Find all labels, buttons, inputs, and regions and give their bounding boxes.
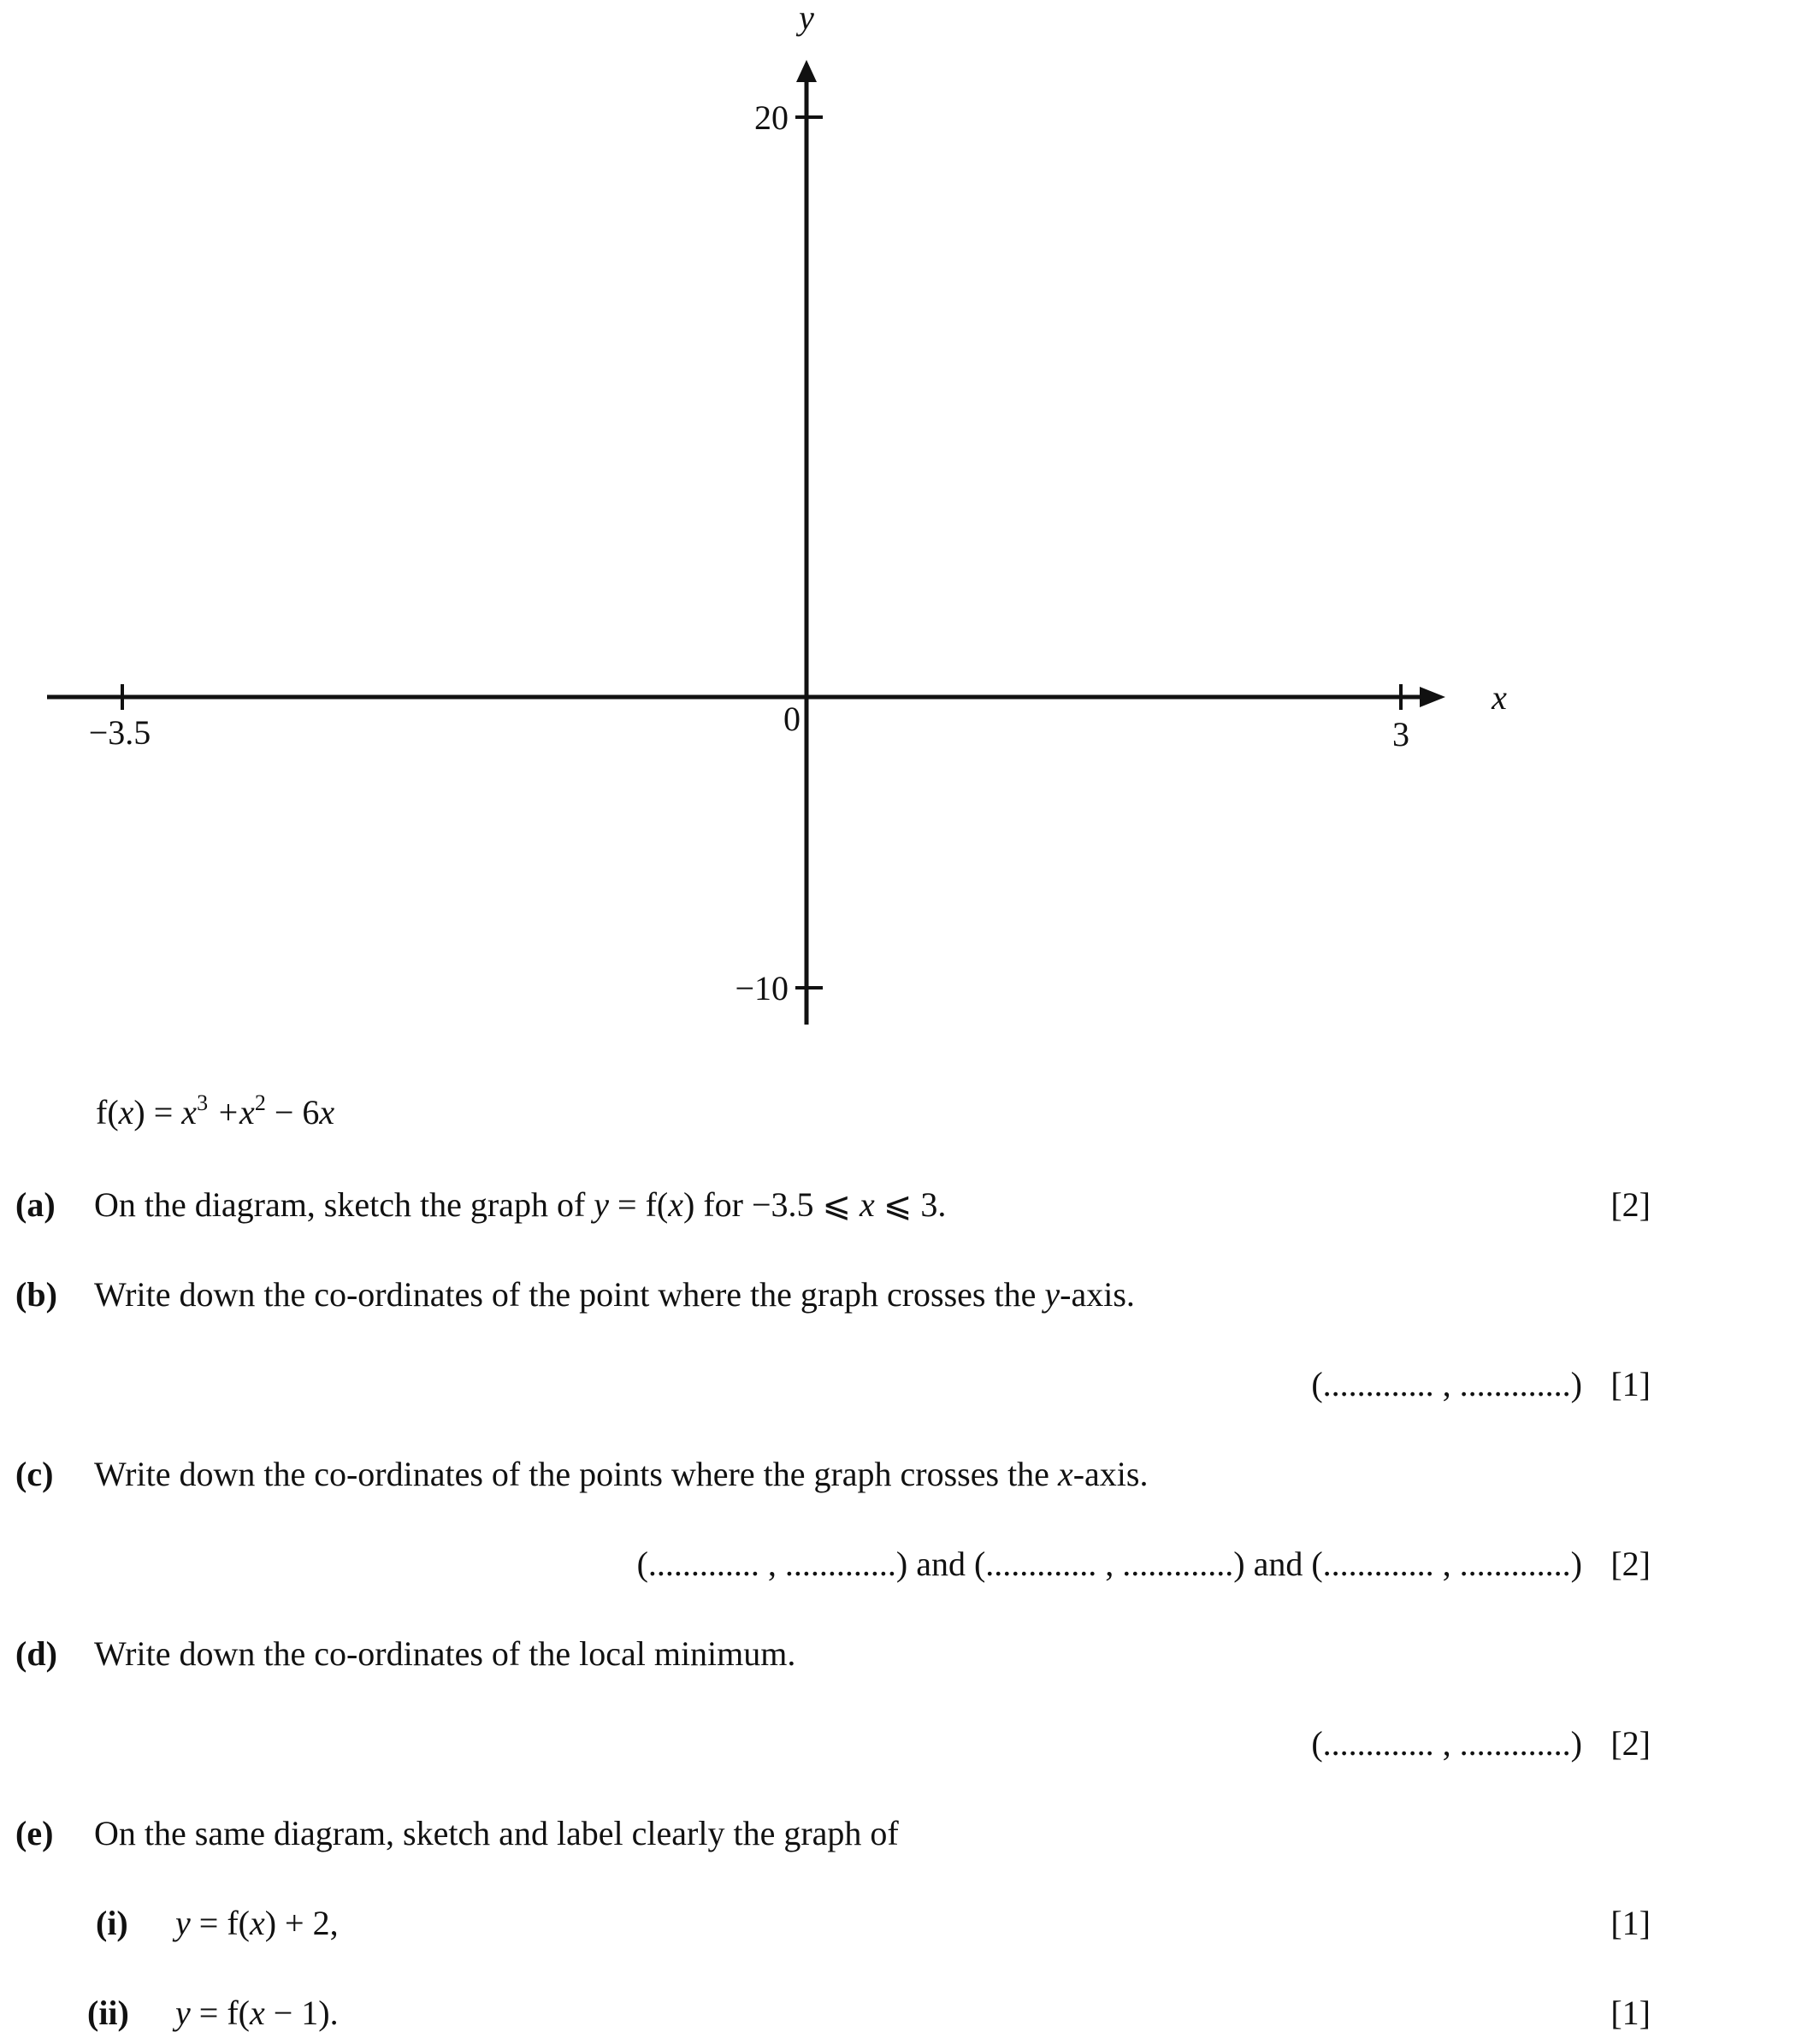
qc-text-1: Write down the co-ordinates of the points where the graph crosses the: [94, 1455, 1058, 1493]
qeii-y: y: [175, 1994, 191, 2032]
question-e-ii-text: [175, 1993, 339, 2033]
qeii-x: x: [249, 1994, 265, 2032]
question-d-text: Write down the co-ordinates of the local minimum.: [94, 1634, 796, 1673]
qa-eq: = f(: [609, 1185, 669, 1224]
qei-x: x: [249, 1904, 265, 1942]
fn-term-1: x: [181, 1093, 198, 1131]
qei-text: = f(: [190, 1904, 250, 1942]
fn-power-2: 2: [254, 1090, 266, 1115]
fn-prefix: f(: [96, 1093, 119, 1131]
fn-term-2: +x: [208, 1093, 255, 1131]
question-e-text: On the same diagram, sketch and label clearly the graph of: [94, 1814, 899, 1852]
function-definition: [96, 1092, 334, 1133]
question-d-label: (d): [15, 1634, 57, 1673]
y-tick-label-top: 20: [754, 98, 789, 137]
question-e-ii-mark: [1]: [1610, 1994, 1651, 2032]
question-b-answer-line[interactable]: (............. , .............): [1311, 1365, 1582, 1403]
question-e-i-mark: [1]: [1610, 1904, 1651, 1942]
qa-text-3: ⩽ 3.: [874, 1185, 947, 1224]
y-axis-label: y: [799, 0, 814, 37]
qei-text-2: ) + 2,: [264, 1904, 339, 1942]
x-axis-label: x: [1492, 678, 1507, 717]
qa-x2: x: [860, 1185, 875, 1224]
y-axis-arrowhead: [796, 60, 817, 82]
qa-x: x: [668, 1185, 683, 1224]
qa-y: y: [594, 1185, 610, 1224]
question-c-label: (c): [15, 1455, 54, 1493]
question-d-answer-line[interactable]: (............. , .............): [1311, 1724, 1582, 1763]
fn-term-4: x: [319, 1093, 335, 1131]
qeii-text: = f(: [190, 1994, 250, 2032]
question-e-ii-label: (ii): [87, 1994, 129, 2032]
qei-y: y: [175, 1904, 191, 1942]
qb-axis: y: [1044, 1275, 1060, 1314]
x-tick-label-left: −3.5: [88, 713, 151, 752]
qc-axis: x: [1057, 1455, 1073, 1493]
question-b-label: (b): [15, 1275, 57, 1314]
fn-power-1: 3: [197, 1090, 209, 1115]
fn-mid: ) =: [133, 1093, 182, 1131]
question-c-answer-line[interactable]: (............. , .............) and (............. , .............) and (............. , .............): [636, 1545, 1582, 1583]
qa-text-2: ) for −3.5 ⩽: [683, 1185, 860, 1224]
question-b-mark: [1]: [1610, 1365, 1651, 1403]
y-tick-label-bottom: −10: [735, 969, 789, 1007]
question-a-text: [94, 1184, 946, 1225]
qa-text-1: On the diagram, sketch the graph of: [94, 1185, 594, 1224]
fn-term-3: − 6: [265, 1093, 320, 1131]
qc-text-2: -axis.: [1072, 1455, 1149, 1493]
qeii-text-2: − 1).: [264, 1994, 339, 2032]
question-a-label: (a): [15, 1185, 56, 1224]
question-d-mark: [2]: [1610, 1724, 1651, 1763]
qb-text-2: -axis.: [1060, 1275, 1135, 1314]
question-e-i-text: [175, 1903, 339, 1943]
question-e-label: (e): [15, 1814, 54, 1852]
question-b-text: [94, 1274, 1135, 1314]
question-e-i-label: (i): [96, 1904, 128, 1942]
qb-text-1: Write down the co-ordinates of the point where the graph crosses the: [94, 1275, 1045, 1314]
origin-label: 0: [783, 700, 801, 738]
question-c-mark: [2]: [1610, 1545, 1651, 1583]
question-c-text: [94, 1454, 1148, 1494]
question-a-mark: [2]: [1610, 1185, 1651, 1224]
x-axis-arrowhead: [1420, 687, 1445, 707]
x-tick-label-right: 3: [1392, 715, 1409, 753]
fn-var: x: [118, 1093, 134, 1131]
